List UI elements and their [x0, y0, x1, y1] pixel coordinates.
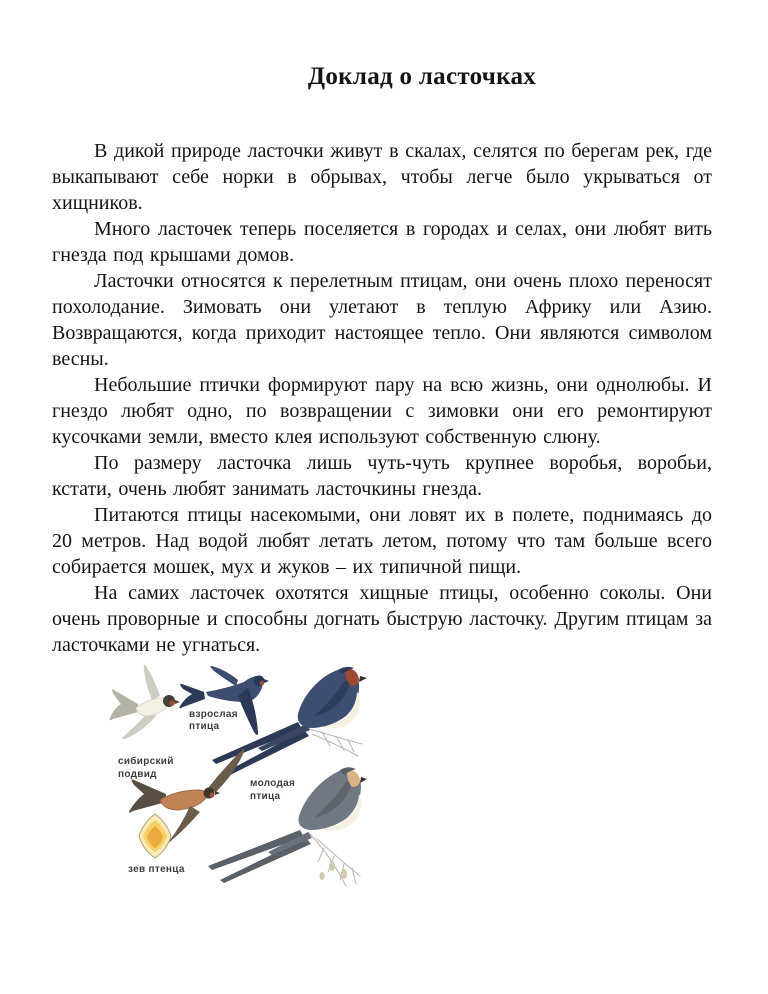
swallow-illustration-svg: [108, 662, 368, 894]
chick-gape-shape: [139, 814, 171, 858]
paragraph-migration: Ласточки относятся к перелетным птицам, они очень плохо переносят похолодание. Зимовать они улетают в теплую Африку или Азию. Возвращаются, когда приходит настоящее тепло. Они являются символом весны.: [52, 270, 712, 370]
paragraph-feeding: Питаются птицы насекомыми, они ловят их в полете, поднимаясь до 20 метров. Над водой любят летать летом, потому что там больше всего собирается мошек, мух и жуков – их типичной пищи.: [52, 504, 712, 578]
label-siberian-line1: сибирский: [118, 756, 174, 767]
paragraph-cities: Много ласточек теперь поселяется в городах и селах, они любят вить гнезда под крышами домов.: [52, 218, 712, 266]
label-adult-bird-line2: птица: [189, 721, 220, 732]
label-young-bird-line1: молодая: [250, 778, 296, 789]
swallow-illustration: [108, 662, 368, 899]
paragraph-size: По размеру ласточка лишь чуть-чуть крупнее воробья, воробьи, кстати, очень любят занимать ласточкины гнезда.: [52, 452, 712, 500]
paragraph-predators: На самих ласточек охотятся хищные птицы, особенно соколы. Они очень проворные и способны догнать быструю ласточку. Другим птицам за ласточками не угнаться.: [52, 582, 712, 656]
adult-flying-underside-bird: [109, 665, 180, 740]
label-chick-gape: зев птенца: [128, 864, 185, 875]
label-adult-bird-line1: взрослая: [189, 709, 238, 720]
paragraph-nesting: Небольшие птички формируют пару на всю жизнь, они однолюбы. И гнездо любят одно, по возвращении с зимовки они его ремонтируют кусочками земли, вместо клея используют собственную слюну.: [52, 374, 712, 448]
label-young-bird-line2: птица: [250, 791, 281, 802]
label-siberian-line2: подвид: [118, 769, 157, 780]
page-title: Доклад о ласточках: [307, 63, 537, 90]
paragraph-habitat: В дикой природе ласточки живут в скалах, селятся по берегам рек, где выкапывают себе норки в обрывах, чтобы легче было укрываться от хищников.: [52, 140, 712, 214]
